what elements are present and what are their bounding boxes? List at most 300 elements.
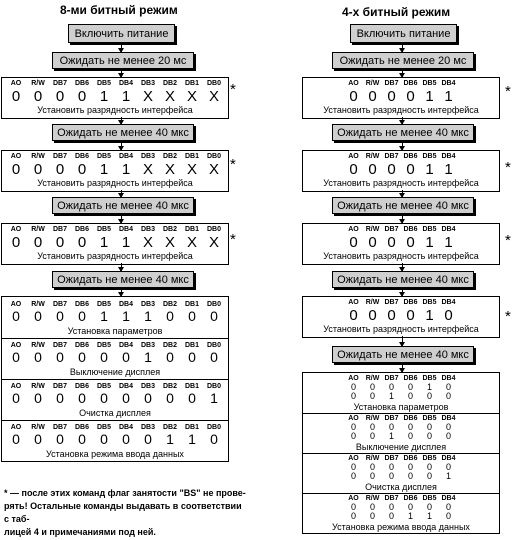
right-header-db7: DB7 — [384, 455, 399, 462]
left-header-db0: DB0 — [206, 424, 221, 431]
right-wait-box: Ожидать не менее 40 мкс — [332, 124, 474, 141]
bit-value: 0 — [33, 88, 43, 105]
left-header-db3: DB3 — [140, 383, 155, 390]
step-label: Установить разрядность интерфейса — [37, 105, 193, 115]
bit-value: 0 — [33, 161, 43, 178]
left-arrow — [121, 214, 122, 223]
left-header-db3: DB3 — [140, 153, 155, 160]
command-label: Очистка дисплея — [79, 408, 151, 418]
right-header-ao: AO — [348, 415, 359, 422]
bit-value: 0 — [368, 307, 377, 324]
left-arrow — [121, 288, 122, 296]
bit-value: 1 — [388, 391, 394, 401]
bit-value: X — [208, 234, 219, 251]
bit-value: 0 — [122, 390, 130, 406]
command-block — [2, 297, 228, 339]
bit-value: 0 — [369, 502, 375, 512]
bit-value: 0 — [387, 307, 396, 324]
left-wait-box: Ожидать не менее 40 мкс — [52, 271, 194, 288]
left-header-rw: R/W — [31, 226, 45, 233]
right-arrow — [402, 263, 403, 271]
command-block — [303, 373, 499, 414]
bit-value: 0 — [445, 502, 451, 512]
left-header-db7: DB7 — [52, 301, 67, 308]
bit-value: 0 — [368, 88, 377, 105]
left-header-db2: DB2 — [162, 383, 177, 390]
right-header-db5: DB5 — [422, 455, 437, 462]
bit-value: 0 — [368, 234, 377, 251]
right-arrow — [402, 141, 403, 150]
bit-value: 0 — [350, 511, 356, 521]
left-header-db7: DB7 — [52, 342, 67, 349]
bit-value: 0 — [406, 161, 415, 178]
bit-value: 0 — [369, 511, 375, 521]
bit-value: 0 — [210, 308, 218, 324]
bit-value: 1 — [426, 382, 432, 392]
bit-value: 0 — [77, 161, 87, 178]
right-arrow — [402, 190, 403, 197]
bit-value: 1 — [445, 471, 451, 481]
bit-value: 0 — [426, 502, 432, 512]
left-header-db1: DB1 — [184, 80, 199, 87]
command-label: Установка режима ввода данных — [332, 522, 470, 532]
bit-value: 0 — [12, 308, 20, 324]
left-header-db6: DB6 — [74, 226, 89, 233]
left-arrow — [121, 263, 122, 271]
bit-value: 0 — [349, 88, 358, 105]
right-interface-width-step — [302, 296, 500, 338]
bit-value: 0 — [350, 422, 356, 432]
right-header-db4: DB4 — [441, 375, 456, 382]
left-header-rw: R/W — [31, 424, 45, 431]
bit-value: 0 — [56, 390, 64, 406]
bit-value: 0 — [388, 511, 394, 521]
right-title: 4-х битный режим — [342, 5, 451, 19]
bit-value: X — [142, 88, 153, 105]
left-interface-width-step — [1, 223, 229, 265]
bit-value: 0 — [188, 308, 196, 324]
bit-value: 0 — [12, 431, 20, 447]
bit-value: 0 — [144, 431, 152, 447]
bit-value: 0 — [350, 391, 356, 401]
right-header-db7: DB7 — [384, 375, 399, 382]
right-arrow — [402, 43, 403, 52]
footnote — [4, 487, 248, 539]
right-header-db6: DB6 — [403, 80, 418, 87]
bit-value: 0 — [144, 390, 152, 406]
right-arrow — [402, 336, 403, 346]
command-block — [303, 493, 499, 533]
right-header-rw: R/W — [365, 455, 380, 462]
right-header-db6: DB6 — [403, 495, 418, 502]
bit-value: 0 — [122, 349, 130, 365]
left-header-db0: DB0 — [206, 153, 221, 160]
no-busy-check-star: * — [230, 231, 236, 248]
footnote-line: лицей 4 и примечаниями под ней. — [4, 527, 156, 537]
bit-value: 0 — [77, 234, 87, 251]
left-header-db1: DB1 — [184, 226, 199, 233]
right-header-db6: DB6 — [403, 415, 418, 422]
left-arrow — [121, 43, 122, 52]
bit-value: 0 — [33, 234, 43, 251]
bit-value: 0 — [166, 390, 174, 406]
bit-value: 1 — [121, 234, 131, 251]
bit-value: 0 — [388, 462, 394, 472]
right-header-rw: R/W — [365, 415, 380, 422]
bit-value: 0 — [11, 161, 21, 178]
bit-value: 0 — [388, 502, 394, 512]
right-header-db5: DB5 — [422, 375, 437, 382]
bit-value: 0 — [166, 349, 174, 365]
right-header-db4: DB4 — [441, 153, 456, 160]
left-title: 8-ми битный режим — [60, 3, 178, 17]
bit-value: 0 — [122, 431, 130, 447]
bit-value: 0 — [407, 422, 413, 432]
left-header-db2: DB2 — [162, 80, 177, 87]
no-busy-check-star: * — [505, 159, 511, 176]
left-command-sequence — [1, 296, 229, 462]
step-label: Установить разрядность интерфейса — [323, 251, 479, 261]
left-header-db1: DB1 — [184, 424, 199, 431]
left-header-db3: DB3 — [140, 342, 155, 349]
bit-value: 1 — [425, 88, 434, 105]
bit-value: 0 — [388, 471, 394, 481]
bit-value: 0 — [55, 161, 65, 178]
bit-value: 0 — [77, 88, 87, 105]
right-wait-box: Ожидать не менее 20 мс — [332, 52, 474, 69]
right-header-db4: DB4 — [441, 495, 456, 502]
left-header-db4: DB4 — [118, 342, 133, 349]
bit-value: 0 — [349, 234, 358, 251]
bit-value: 0 — [350, 462, 356, 472]
right-header-db5: DB5 — [422, 299, 437, 306]
left-header-rw: R/W — [31, 80, 45, 87]
right-header-ao: AO — [348, 299, 359, 306]
bit-value: 0 — [100, 349, 108, 365]
bit-value: 0 — [12, 390, 20, 406]
right-header-db6: DB6 — [403, 226, 418, 233]
left-header-rw: R/W — [31, 342, 45, 349]
right-header-db5: DB5 — [422, 495, 437, 502]
bit-value: 0 — [426, 431, 432, 441]
bit-value: 0 — [387, 234, 396, 251]
bit-value: 0 — [34, 349, 42, 365]
step-label: Установить разрядность интерфейса — [37, 178, 193, 188]
left-header-db4: DB4 — [118, 424, 133, 431]
bit-value: 0 — [350, 471, 356, 481]
bit-value: 1 — [99, 161, 109, 178]
right-header-ao: AO — [348, 495, 359, 502]
right-header-db4: DB4 — [441, 455, 456, 462]
bit-value: 0 — [369, 431, 375, 441]
bit-value: 0 — [445, 391, 451, 401]
right-arrow — [402, 117, 403, 124]
left-header-db5: DB5 — [96, 153, 111, 160]
left-arrow — [121, 141, 122, 150]
bit-value: 0 — [406, 307, 415, 324]
right-wait-box: Ожидать не менее 40 мкс — [332, 197, 474, 214]
bit-value: 0 — [100, 431, 108, 447]
left-header-db1: DB1 — [184, 301, 199, 308]
left-header-db7: DB7 — [52, 80, 67, 87]
left-header-db1: DB1 — [184, 153, 199, 160]
right-header-db4: DB4 — [441, 299, 456, 306]
right-header-db4: DB4 — [441, 415, 456, 422]
footnote-line: * — после этих команд флаг занятости "BS" не прове- — [4, 488, 246, 498]
bit-value: 0 — [100, 390, 108, 406]
bit-value: 0 — [34, 308, 42, 324]
left-header-db2: DB2 — [162, 424, 177, 431]
bit-value: 0 — [407, 462, 413, 472]
bit-value: 0 — [56, 431, 64, 447]
command-label: Выключение дисплея — [69, 367, 161, 377]
bit-value: 0 — [56, 308, 64, 324]
left-header-db5: DB5 — [96, 342, 111, 349]
right-header-db7: DB7 — [384, 495, 399, 502]
right-wait-box: Ожидать не менее 40 мкс — [332, 271, 474, 288]
command-block — [303, 453, 499, 494]
bit-value: 0 — [407, 391, 413, 401]
bit-value: X — [164, 88, 175, 105]
bit-value: 0 — [188, 390, 196, 406]
bit-value: 0 — [210, 349, 218, 365]
bit-value: 0 — [445, 422, 451, 432]
step-label: Установить разрядность интерфейса — [323, 105, 479, 115]
left-header-db0: DB0 — [206, 80, 221, 87]
right-arrow — [402, 288, 403, 296]
right-header-db7: DB7 — [384, 415, 399, 422]
command-label: Очистка дисплея — [365, 482, 437, 492]
right-header-db7: DB7 — [384, 226, 399, 233]
bit-value: 0 — [349, 161, 358, 178]
left-header-rw: R/W — [31, 383, 45, 390]
bit-value: X — [186, 88, 197, 105]
right-header-db6: DB6 — [403, 375, 418, 382]
step-label: Установить разрядность интерфейса — [37, 251, 193, 261]
right-arrow — [402, 214, 403, 223]
right-header-db4: DB4 — [441, 80, 456, 87]
right-interface-width-step — [302, 150, 500, 192]
bit-value: 0 — [188, 349, 196, 365]
left-header-db5: DB5 — [96, 383, 111, 390]
bit-value: 0 — [426, 471, 432, 481]
right-header-rw: R/W — [365, 375, 380, 382]
left-arrow — [121, 117, 122, 124]
bit-value: 1 — [407, 511, 413, 521]
bit-value: 1 — [166, 431, 174, 447]
left-header-db3: DB3 — [140, 424, 155, 431]
left-header-db5: DB5 — [96, 424, 111, 431]
left-header-ao: AO — [10, 342, 22, 349]
right-header-db7: DB7 — [384, 153, 399, 160]
bit-value: 0 — [407, 431, 413, 441]
bit-value: 1 — [121, 161, 131, 178]
left-header-ao: AO — [10, 424, 22, 431]
right-header-db7: DB7 — [384, 299, 399, 306]
left-header-rw: R/W — [31, 153, 45, 160]
bit-value: 0 — [407, 502, 413, 512]
bit-value: 0 — [210, 431, 218, 447]
right-wait-box: Ожидать не менее 40 мкс — [332, 346, 474, 363]
bit-value: 1 — [144, 308, 152, 324]
left-header-rw: R/W — [31, 301, 45, 308]
left-header-db2: DB2 — [162, 342, 177, 349]
left-header-db0: DB0 — [206, 342, 221, 349]
left-header-ao: AO — [10, 383, 22, 390]
left-header-db6: DB6 — [74, 80, 89, 87]
bit-value: X — [142, 234, 153, 251]
left-header-db0: DB0 — [206, 226, 221, 233]
bit-value: 0 — [369, 422, 375, 432]
bit-value: 0 — [406, 234, 415, 251]
no-busy-check-star: * — [505, 232, 511, 249]
bit-value: 1 — [122, 308, 130, 324]
bit-value: 0 — [445, 431, 451, 441]
bit-value: 0 — [78, 390, 86, 406]
bit-value: 1 — [100, 308, 108, 324]
left-header-db7: DB7 — [52, 424, 67, 431]
right-header-db7: DB7 — [384, 80, 399, 87]
bit-value: 1 — [121, 88, 131, 105]
bit-value: 1 — [210, 390, 218, 406]
bit-value: 1 — [99, 234, 109, 251]
left-arrow — [121, 69, 122, 77]
bit-value: X — [208, 88, 219, 105]
bit-value: 0 — [444, 307, 453, 324]
right-header-db5: DB5 — [422, 226, 437, 233]
left-header-ao: AO — [10, 226, 22, 233]
bit-value: 1 — [388, 431, 394, 441]
left-header-db2: DB2 — [162, 226, 177, 233]
left-header-db3: DB3 — [140, 226, 155, 233]
bit-value: 0 — [78, 431, 86, 447]
right-header-db6: DB6 — [403, 455, 418, 462]
left-header-db6: DB6 — [74, 383, 89, 390]
right-header-ao: AO — [348, 375, 359, 382]
bit-value: 1 — [426, 511, 432, 521]
bit-value: 1 — [444, 161, 453, 178]
left-header-db1: DB1 — [184, 342, 199, 349]
left-header-db4: DB4 — [118, 226, 133, 233]
left-interface-width-step — [1, 150, 229, 192]
right-header-db4: DB4 — [441, 226, 456, 233]
left-header-db4: DB4 — [118, 301, 133, 308]
right-header-ao: AO — [348, 80, 359, 87]
bit-value: 0 — [11, 88, 21, 105]
bit-value: 0 — [369, 462, 375, 472]
left-header-db6: DB6 — [74, 342, 89, 349]
left-header-db7: DB7 — [52, 153, 67, 160]
right-header-rw: R/W — [365, 80, 380, 87]
right-header-ao: AO — [348, 153, 359, 160]
right-power-on-box: Включить питание — [350, 24, 457, 43]
bit-value: 0 — [369, 471, 375, 481]
bit-value: 0 — [407, 382, 413, 392]
left-header-db6: DB6 — [74, 424, 89, 431]
bit-value: 1 — [99, 88, 109, 105]
right-header-db5: DB5 — [422, 415, 437, 422]
bit-value: 0 — [387, 88, 396, 105]
left-wait-box: Ожидать не менее 20 мс — [52, 52, 194, 69]
right-header-rw: R/W — [365, 495, 380, 502]
right-header-rw: R/W — [365, 226, 380, 233]
bit-value: X — [142, 161, 153, 178]
bit-value: 0 — [388, 422, 394, 432]
left-header-db1: DB1 — [184, 383, 199, 390]
left-header-db4: DB4 — [118, 153, 133, 160]
left-wait-box: Ожидать не менее 40 мкс — [52, 124, 194, 141]
command-label: Установка параметров — [67, 326, 163, 336]
right-header-ao: AO — [348, 455, 359, 462]
left-header-db2: DB2 — [162, 153, 177, 160]
bit-value: 0 — [350, 431, 356, 441]
bit-value: 0 — [349, 307, 358, 324]
bit-value: 0 — [369, 382, 375, 392]
bit-value: 0 — [350, 382, 356, 392]
bit-value: 0 — [350, 502, 356, 512]
bit-value: 0 — [445, 511, 451, 521]
bit-value: 0 — [78, 349, 86, 365]
bit-value: 0 — [55, 234, 65, 251]
right-header-db5: DB5 — [422, 80, 437, 87]
command-label: Установка режима ввода данных — [46, 449, 184, 459]
left-interface-width-step — [1, 77, 229, 119]
bit-value: 0 — [406, 88, 415, 105]
left-header-db6: DB6 — [74, 301, 89, 308]
footnote-line: рять! Остальные команды выдавать в соответствии с таб- — [4, 501, 242, 524]
bit-value: X — [164, 161, 175, 178]
right-header-ao: AO — [348, 226, 359, 233]
bit-value: 0 — [426, 422, 432, 432]
right-header-rw: R/W — [365, 299, 380, 306]
left-header-ao: AO — [10, 153, 22, 160]
command-block — [2, 379, 228, 421]
right-header-db6: DB6 — [403, 299, 418, 306]
no-busy-check-star: * — [505, 308, 511, 325]
step-label: Установить разрядность интерфейса — [323, 178, 479, 188]
left-header-db4: DB4 — [118, 80, 133, 87]
bit-value: 0 — [56, 349, 64, 365]
no-busy-check-star: * — [230, 156, 236, 173]
bit-value: 0 — [78, 308, 86, 324]
left-header-db5: DB5 — [96, 80, 111, 87]
left-header-db2: DB2 — [162, 301, 177, 308]
no-busy-check-star: * — [505, 83, 511, 100]
left-header-db3: DB3 — [140, 80, 155, 87]
right-command-sequence — [302, 372, 500, 534]
right-arrow — [402, 69, 403, 77]
no-busy-check-star: * — [230, 81, 236, 98]
bit-value: 0 — [445, 382, 451, 392]
left-header-db7: DB7 — [52, 226, 67, 233]
bit-value: X — [164, 234, 175, 251]
bit-value: 0 — [426, 391, 432, 401]
left-header-ao: AO — [10, 80, 22, 87]
bit-value: 0 — [12, 349, 20, 365]
right-header-db6: DB6 — [403, 153, 418, 160]
bit-value: 0 — [55, 88, 65, 105]
bit-value: 1 — [144, 349, 152, 365]
left-header-ao: AO — [10, 301, 22, 308]
bit-value: 0 — [34, 390, 42, 406]
left-header-db5: DB5 — [96, 301, 111, 308]
command-label: Установка параметров — [353, 402, 449, 412]
bit-value: 1 — [444, 234, 453, 251]
left-header-db6: DB6 — [74, 153, 89, 160]
bit-value: X — [186, 161, 197, 178]
bit-value: X — [186, 234, 197, 251]
right-interface-width-step — [302, 223, 500, 265]
